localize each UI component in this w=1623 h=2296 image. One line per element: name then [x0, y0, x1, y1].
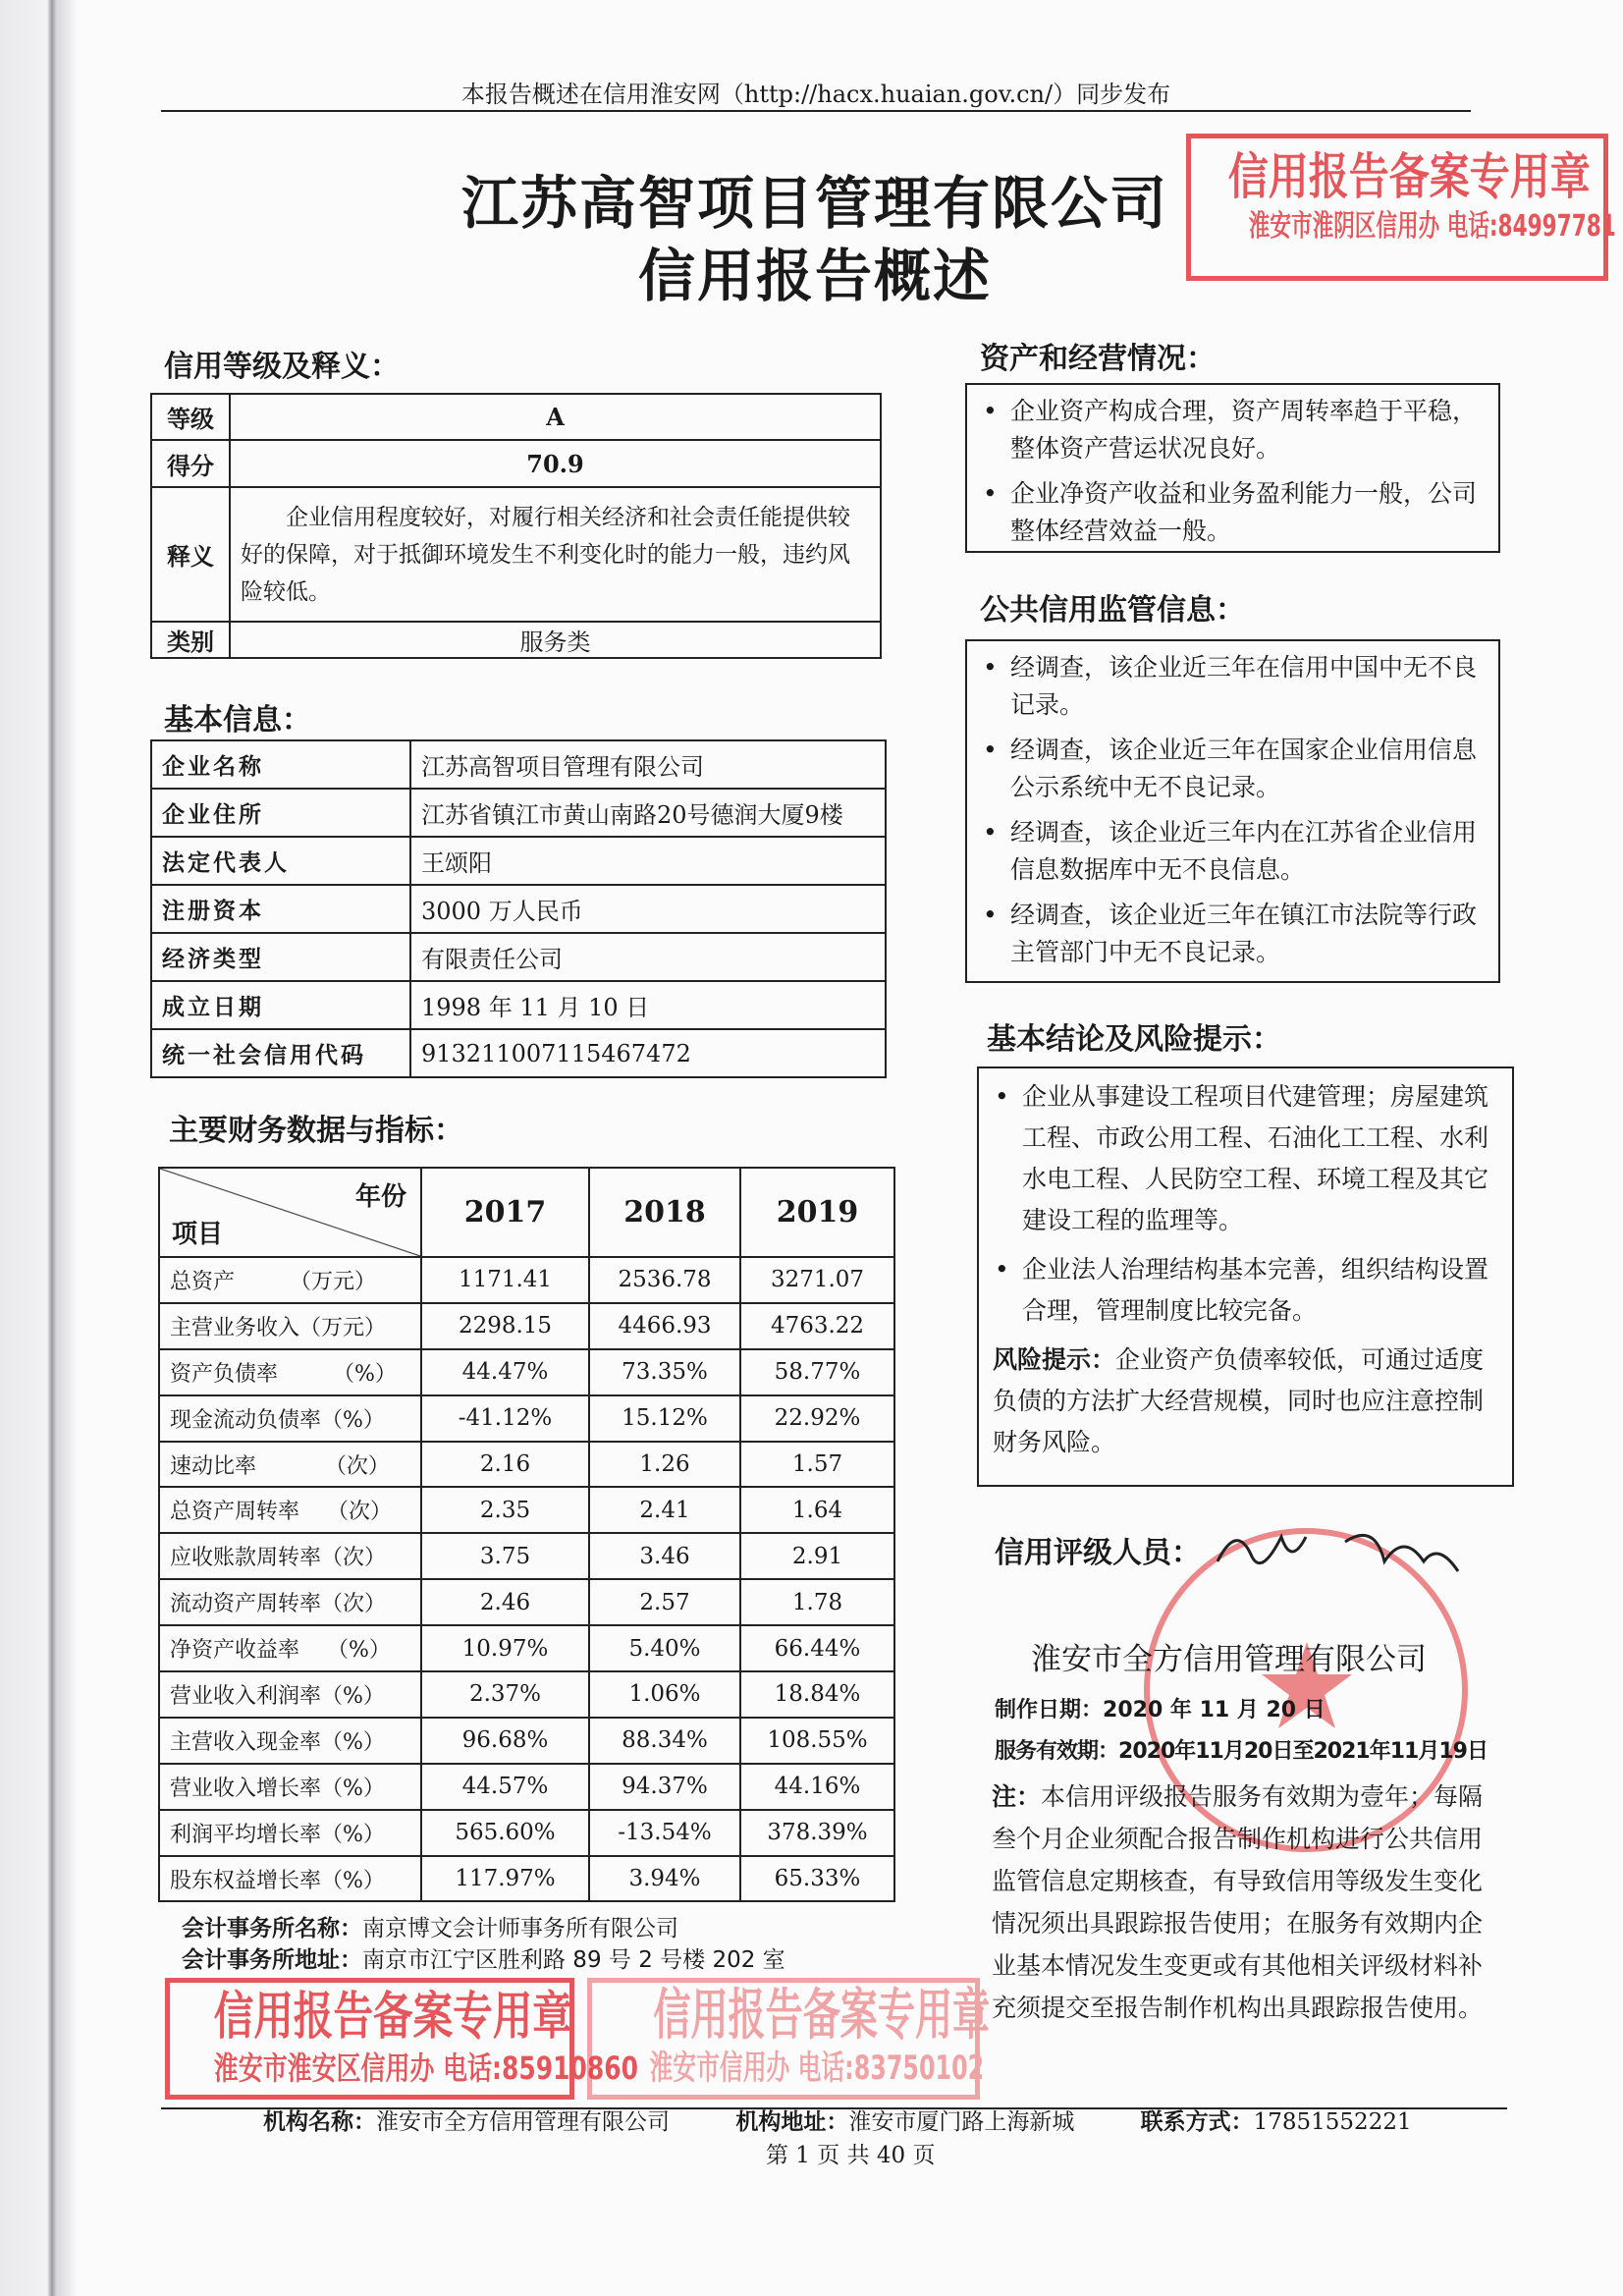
financial-value: 2.41 [589, 1487, 740, 1533]
financial-value: 44.57% [421, 1764, 589, 1810]
financial-value: 2298.15 [421, 1303, 589, 1349]
corner-cell [159, 1168, 421, 1257]
grade-section-title: 信用等级及释义： [164, 350, 400, 384]
financial-value: 2.16 [421, 1442, 589, 1488]
basic-info-row [151, 837, 886, 885]
financial-item-label: 速动比率 （次） [159, 1442, 421, 1488]
category-row [151, 622, 881, 658]
footer-info [263, 2109, 1412, 2136]
footer-addr-label: 机构地址： [735, 2109, 849, 2135]
validity-value: 2020年11月20日至2021年11月19日 [1118, 1739, 1488, 1764]
rating-company: 淮安市全方信用管理有限公司 [1031, 1642, 1427, 1677]
financial-value: 2536.78 [589, 1257, 740, 1303]
basic-info-label: 法定代表人 [151, 837, 410, 885]
bullet-item: • 企业从事建设工程项目代建管理；房屋建筑工程、市政公用工程、石油化工工程、水利水电工程、人民防空工程、环境工程及其它建设工程的监理等。 [993, 1076, 1498, 1241]
header-divider [161, 110, 1471, 112]
date-value: 2020 年 11 月 20 日 [1103, 1698, 1325, 1722]
bullet-item: • 经调查，该企业近三年内在江苏省企业信用信息数据库中无不良信息。 [981, 814, 1485, 889]
financial-value: 2.57 [589, 1579, 740, 1625]
basic-info-title: 基本信息： [164, 703, 311, 738]
production-date [995, 1693, 1325, 1723]
page-header: 本报告概述在信用淮安网（http://hacx.huaian.gov.cn/）同步发布 [460, 81, 1171, 108]
financial-value: 58.77% [740, 1349, 894, 1395]
year-header: 2018 [589, 1168, 740, 1257]
basic-info-table [150, 739, 887, 1078]
financial-value: 65.33% [740, 1856, 894, 1902]
financial-value: 3.46 [589, 1533, 740, 1579]
basic-info-label: 企业住所 [151, 789, 410, 837]
bullet-item: • 经调查，该企业近三年在国家企业信用信息公示系统中无不良记录。 [981, 732, 1485, 806]
financial-item-label: 现金流动负债率（%） [159, 1395, 421, 1442]
public-credit-title: 公共信用监管信息： [980, 593, 1245, 628]
grade-label: 等级 [151, 394, 230, 440]
assets-title: 资产和经营情况： [980, 342, 1216, 376]
financial-header-row [159, 1168, 894, 1257]
stamp-text: 信用报告备案专用章 [213, 1988, 572, 2047]
financial-value: 1.78 [740, 1579, 894, 1625]
financial-item-label: 流动资产周转率（次） [159, 1579, 421, 1625]
basic-info-value: 有限责任公司 [410, 933, 886, 981]
basic-info-value: 3000 万人民币 [410, 885, 886, 933]
scan-binding-edge [0, 0, 79, 2296]
stamp-text: 淮安市信用办 电话:83750102 [649, 2049, 985, 2088]
financial-value: 44.47% [421, 1349, 589, 1395]
financial-value: 1.57 [740, 1442, 894, 1488]
date-label: 制作日期： [995, 1698, 1104, 1722]
accounting-name-label: 会计事务所名称： [182, 1916, 362, 1941]
basic-info-row [151, 740, 886, 789]
financial-value: 1171.41 [421, 1257, 589, 1303]
assets-box [965, 383, 1500, 553]
financial-value: 18.84% [740, 1671, 894, 1718]
financial-row [159, 1395, 894, 1442]
note-label: 注： [992, 1782, 1042, 1811]
footer-contact: 17851552221 [1253, 2109, 1412, 2135]
financial-value: 66.44% [740, 1625, 894, 1671]
financial-row [159, 1810, 894, 1856]
financial-value: 1.64 [740, 1487, 894, 1533]
basic-info-label: 经济类型 [151, 933, 410, 981]
financial-value: 378.39% [740, 1810, 894, 1856]
bullet-item: • 经调查，该企业近三年在镇江市法院等行政主管部门中无不良记录。 [981, 897, 1485, 971]
financial-value: 2.46 [421, 1579, 589, 1625]
note [992, 1776, 1502, 2029]
stamp-text: 淮安市淮安区信用办 电话:85910860 [213, 2050, 638, 2087]
financial-value: 4763.22 [740, 1303, 894, 1349]
financial-item-label: 净资产收益率 （%） [159, 1625, 421, 1671]
score-value: 70.9 [230, 440, 881, 487]
financial-value: 2.37% [421, 1671, 589, 1718]
basic-info-row [151, 885, 886, 933]
corner-item-label: 项目 [172, 1220, 224, 1249]
bullet-item: • 企业法人治理结构基本完善，组织结构设置合理，管理制度比较完备。 [993, 1249, 1498, 1332]
financial-value: 88.34% [589, 1718, 740, 1764]
financial-row [159, 1579, 894, 1625]
risk-tip [993, 1339, 1498, 1463]
validity-label: 服务有效期： [995, 1739, 1119, 1764]
basic-info-value: 江苏省镇江市黄山南路20号德润大厦9楼 [410, 789, 886, 837]
report-title: 信用报告概述 [637, 243, 992, 309]
financial-item-label: 总资产 （万元） [159, 1257, 421, 1303]
risk-text: 企业资产负债率较低，可通过适度负债的方法扩大经营规模，同时也应注意控制财务风险。 [993, 1345, 1485, 1456]
financial-value: 96.68% [421, 1718, 589, 1764]
rater-label: 信用评级人员： [995, 1536, 1201, 1570]
basic-info-value: 江苏高智项目管理有限公司 [410, 740, 886, 789]
grade-value: A [230, 394, 881, 440]
financial-value: 22.92% [740, 1395, 894, 1442]
accounting-name-value: 南京博文会计师事务所有限公司 [362, 1916, 678, 1941]
footer-org-label: 机构名称： [263, 2109, 376, 2135]
financial-value: -41.12% [421, 1395, 589, 1442]
category-label: 类别 [151, 622, 230, 658]
basic-info-label: 统一社会信用代码 [151, 1029, 410, 1077]
basic-info-label: 成立日期 [151, 981, 410, 1029]
bullet-item: • 经调查，该企业近三年在信用中国中无不良记录。 [981, 649, 1485, 724]
score-row [151, 440, 881, 487]
accounting-firm-name [182, 1910, 678, 1942]
stamp-text: 信用报告备案专用章 [653, 1984, 991, 2048]
basic-info-value: 王颂阳 [410, 837, 886, 885]
filing-stamp-faded [587, 1978, 991, 2100]
financial-value: 4466.93 [589, 1303, 740, 1349]
basic-info-value: 913211007115467472 [410, 1029, 886, 1077]
financial-row [159, 1487, 894, 1533]
financial-value: 3.94% [589, 1856, 740, 1902]
grade-table [150, 393, 882, 659]
stamp-text: 淮安市淮阴区信用办 电话:84997781 [1248, 209, 1616, 244]
financial-item-label: 营业收入利润率（%） [159, 1671, 421, 1718]
handwritten-signature [1208, 1512, 1502, 1591]
accounting-addr-label: 会计事务所地址： [182, 1947, 362, 1973]
financial-row [159, 1533, 894, 1579]
conclusion-title: 基本结论及风险提示： [987, 1022, 1281, 1057]
public-credit-box [965, 639, 1500, 983]
accounting-addr-value: 南京市江宁区胜利路 89 号 2 号楼 202 室 [362, 1947, 785, 1973]
financial-value: -13.54% [589, 1810, 740, 1856]
explanation-row [151, 487, 881, 622]
financial-row [159, 1625, 894, 1671]
basic-info-row [151, 981, 886, 1029]
grade-row [151, 394, 881, 440]
financial-item-label: 营业收入增长率（%） [159, 1764, 421, 1810]
financial-value: 2.91 [740, 1533, 894, 1579]
stamp-text: 信用报告备案专用章 [1227, 148, 1591, 205]
financial-row [159, 1303, 894, 1349]
validity-period [995, 1734, 1488, 1765]
basic-info-row [151, 1029, 886, 1077]
financial-value: 117.97% [421, 1856, 589, 1902]
footer-contact-label: 联系方式： [1140, 2109, 1254, 2135]
financial-row [159, 1671, 894, 1718]
corner-year-label: 年份 [354, 1182, 406, 1212]
financial-value: 3271.07 [740, 1257, 894, 1303]
explanation-value: 企业信用程度较好，对履行相关经济和社会责任能提供较好的保障，对于抵御环境发生不利变化时的能力一般，违约风险较低。 [230, 487, 881, 622]
page-number: 第 1 页 共 40 页 [766, 2143, 936, 2168]
basic-info-label: 企业名称 [151, 740, 410, 789]
filing-stamp-bottom [165, 1978, 638, 2100]
financial-item-label: 应收账款周转率（次） [159, 1533, 421, 1579]
financial-table [158, 1167, 895, 1902]
footer-addr: 淮安市厦门路上海新城 [848, 2109, 1075, 2135]
financial-item-label: 主营业务收入（万元） [159, 1303, 421, 1349]
financial-value: 15.12% [589, 1395, 740, 1442]
financial-value: 1.06% [589, 1671, 740, 1718]
category-value: 服务类 [230, 622, 881, 658]
bullet-item: • 企业净资产收益和业务盈利能力一般，公司整体经营效益一般。 [981, 475, 1485, 550]
year-header: 2017 [421, 1168, 589, 1257]
year-header: 2019 [740, 1168, 894, 1257]
bullet-item: • 企业资产构成合理，资产周转率趋于平稳，整体资产营运状况良好。 [981, 393, 1485, 467]
accounting-firm-address [182, 1941, 785, 1974]
basic-info-value: 1998 年 11 月 10 日 [410, 981, 886, 1029]
financial-value: 10.97% [421, 1625, 589, 1671]
financial-row [159, 1856, 894, 1902]
financial-row [159, 1442, 894, 1488]
report-title-company: 江苏高智项目管理有限公司 [460, 170, 1168, 237]
financial-item-label: 资产负债率 （%） [159, 1349, 421, 1395]
note-text: 本信用评级报告服务有效期为壹年；每隔叁个月企业须配合报告制作机构进行公共信用监管信息定期核查，有导致信用等级发生变化情况须出具跟踪报告使用；在服务有效期内企业基本情况发生变更或有其他相关评级材料补充须提交至报告制作机构出具跟踪报告使用。 [992, 1782, 1484, 2022]
explanation-label: 释义 [151, 487, 230, 622]
financial-value: 3.75 [421, 1533, 589, 1579]
financial-row [159, 1718, 894, 1764]
basic-info-row [151, 933, 886, 981]
financial-item-label: 主营收入现金率（%） [159, 1718, 421, 1764]
financial-item-label: 利润平均增长率（%） [159, 1810, 421, 1856]
financial-item-label: 总资产周转率 （次） [159, 1487, 421, 1533]
filing-stamp-top [1186, 134, 1616, 281]
financial-value: 1.26 [589, 1442, 740, 1488]
financial-title: 主要财务数据与指标： [169, 1114, 463, 1148]
conclusion-list [993, 1076, 1498, 1332]
score-label: 得分 [151, 440, 230, 487]
financial-row [159, 1764, 894, 1810]
financial-row [159, 1349, 894, 1395]
financial-value: 73.35% [589, 1349, 740, 1395]
financial-value: 94.37% [589, 1764, 740, 1810]
conclusion-box [977, 1066, 1514, 1487]
financial-row [159, 1257, 894, 1303]
financial-value: 565.60% [421, 1810, 589, 1856]
risk-label: 风险提示： [993, 1345, 1116, 1374]
footer-org: 淮安市全方信用管理有限公司 [376, 2109, 670, 2135]
financial-value: 2.35 [421, 1487, 589, 1533]
financial-item-label: 股东权益增长率（%） [159, 1856, 421, 1902]
financial-value: 5.40% [589, 1625, 740, 1671]
basic-info-row [151, 789, 886, 837]
basic-info-label: 注册资本 [151, 885, 410, 933]
financial-value: 108.55% [740, 1718, 894, 1764]
financial-value: 44.16% [740, 1764, 894, 1810]
